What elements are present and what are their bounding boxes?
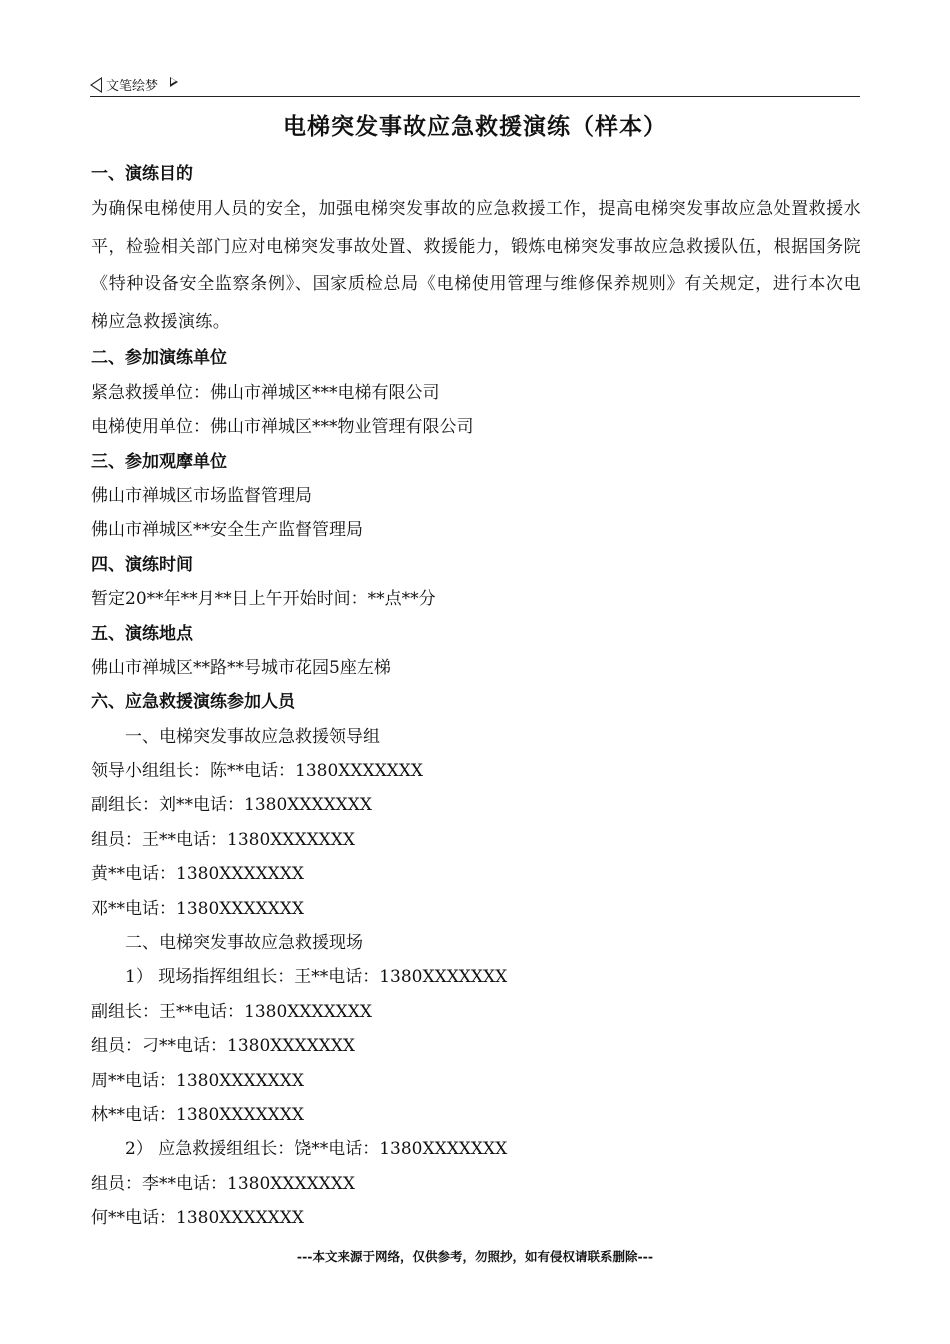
triangle-left-icon (90, 77, 102, 93)
sub-heading: 二、电梯突发事故应急救援现场 (125, 933, 363, 954)
person-line: 组员：刁**电话：1380XXXXXXX (91, 1036, 355, 1057)
document-body (91, 157, 861, 1236)
person-line: 组员：李**电话：1380XXXXXXX (91, 1173, 355, 1194)
person-line: 2） 应急救援组组长：饶**电话：1380XXXXXXX (125, 1139, 508, 1160)
section-heading: 四、演练时间 (91, 554, 193, 575)
section-heading: 五、演练地点 (91, 623, 193, 644)
person-line: 组员：王**电话：1380XXXXXXX (91, 829, 355, 850)
person-line: 副组长：刘**电话：1380XXXXXXX (91, 795, 372, 816)
person-line: 领导小组组长：陈**电话：1380XXXXXXX (91, 761, 423, 782)
text-line: 佛山市禅城区**安全生产监督管理局 (91, 520, 363, 541)
section-heading: 三、参加观摩单位 (91, 451, 227, 472)
section-heading: 二、参加演练单位 (91, 348, 227, 369)
text-line: 佛山市禅城区**路**号城市花园5座左梯 (91, 657, 391, 678)
text-line: 电梯使用单位：佛山市禅城区***物业管理有限公司 (91, 417, 474, 438)
person-line: 何**电话：1380XXXXXXX (91, 1208, 304, 1229)
page-footer: ---本文来源于网络，仅供参考，勿照抄，如有侵权请联系删除--- (296, 1249, 654, 1264)
sub-heading: 一、电梯突发事故应急救援领导组 (125, 726, 380, 747)
person-line: 林**电话：1380XXXXXXX (91, 1104, 304, 1125)
text-line: 紧急救援单位：佛山市禅城区***电梯有限公司 (91, 382, 440, 403)
section-heading: 一、演练目的 (91, 164, 193, 184)
triangle-right-icon (170, 77, 178, 87)
person-line: 邓**电话：1380XXXXXXX (91, 898, 304, 919)
document-title: 电梯突发事故应急救援演练（样本） (283, 114, 667, 140)
person-line: 黄**电话：1380XXXXXXX (91, 864, 304, 885)
text-line: 暂定20**年**月**日上午开始时间：**点**分 (91, 589, 436, 610)
header-brand (90, 75, 178, 94)
brand-text: 文笔绘梦 (106, 79, 159, 94)
text-line: 佛山市禅城区市场监督管理局 (91, 485, 312, 506)
person-line: 副组长：王**电话：1380XXXXXXX (91, 1001, 372, 1022)
section-heading: 六、应急救援演练参加人员 (91, 692, 295, 713)
person-line: 1） 现场指挥组组长：王**电话：1380XXXXXXX (125, 967, 508, 988)
person-line: 周**电话：1380XXXXXXX (91, 1070, 304, 1091)
page-header (90, 74, 860, 97)
paragraph-purpose: 为确保电梯使用人员的安全，加强电梯突发事故的应急救援工作，提高电梯突发事故应急处置救援水平，检验相关部门应对电梯突发事故处置、救援能力，锻炼电梯突发事故应急救援队伍，根据国务院《特种设备安全监察条例》、国家质检总局《电梯使用管理与维修保养规则》有关规定，进行本次电梯应急救援演练。 (91, 199, 861, 332)
